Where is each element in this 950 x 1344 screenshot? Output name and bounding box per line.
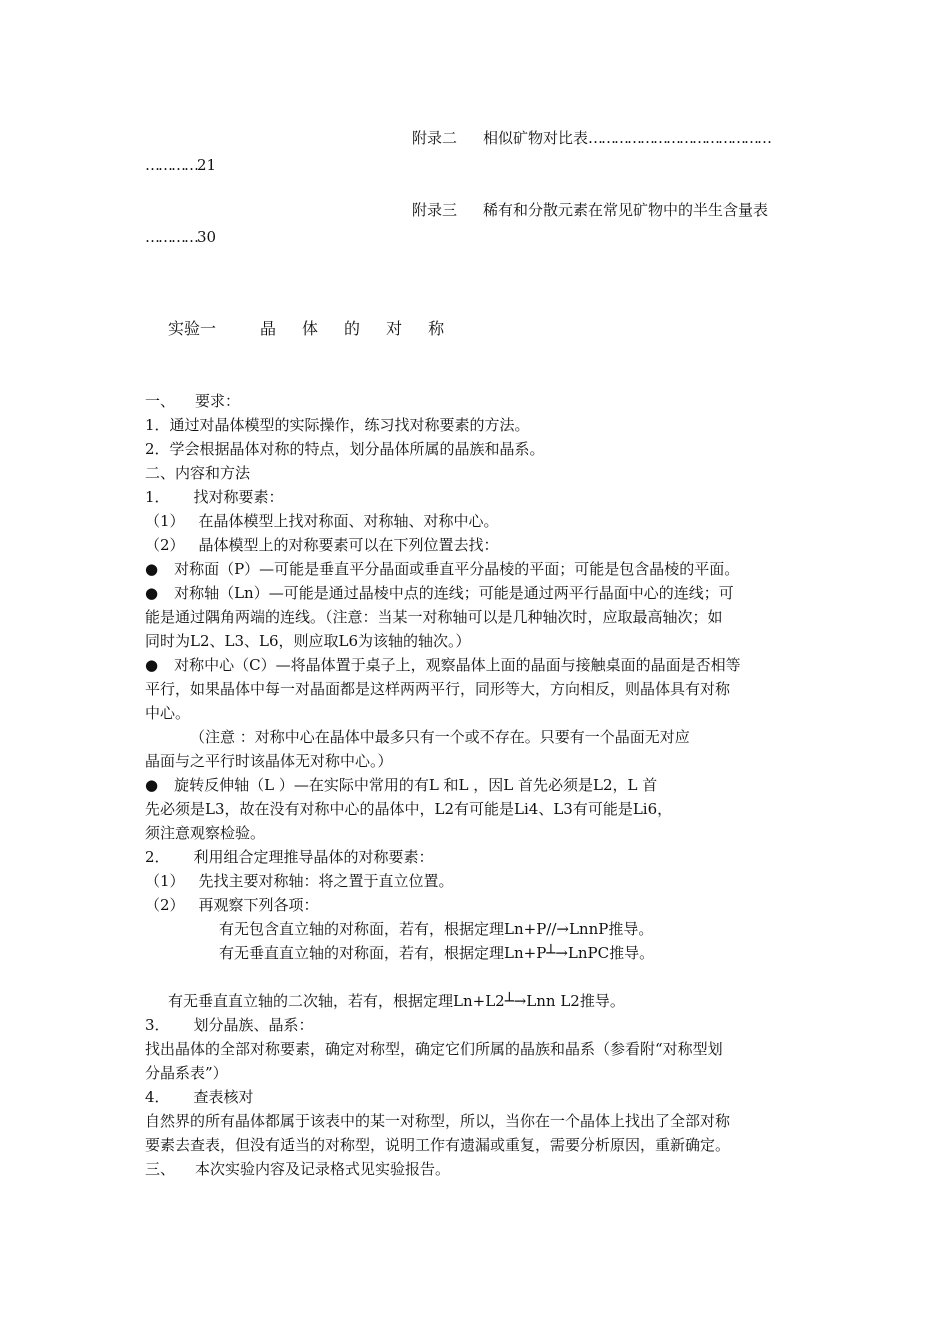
item-3-text-continuation: 分晶系表”） — [145, 1064, 228, 1082]
formula-line-3: 有无垂直直立轴的二次轴，若有，根据定理Ln+L2┴→Lnn L2推导。 — [168, 992, 625, 1010]
bullet-symmetry-center — [145, 654, 741, 676]
item-1-number: 1． — [145, 488, 170, 506]
item-4-text: 自然界的所有晶体都属于该表中的某一对称型，所以，当你在一个晶体上找出了全部对称 — [145, 1112, 731, 1130]
bullet-text-continuation: 能是通过隅角两端的连线。（注意：当某一对称轴可以是几种轴次时，应取最高轴次；如 — [145, 608, 723, 626]
bullet-symmetry-plane — [145, 558, 739, 580]
bullet-text-continuation: 先必须是L3，故在没有对称中心的晶体中，L2有可能是Li4、L3有可能是Li6， — [145, 800, 673, 818]
toc-appendix-3-label: 附录三 — [412, 201, 458, 219]
toc-appendix-3-cont-dots: ………… — [145, 228, 197, 246]
toc-appendix-3-continuation — [145, 226, 216, 248]
bullet-rotoinversion-axis — [145, 774, 657, 796]
bullet-text: 旋转反伸轴（L ）—在实际中常用的有L 和L ，因L 首先必须是L2，L 首 — [174, 776, 658, 794]
note-line-2: 晶面与之平行时该晶体无对称中心。） — [145, 752, 393, 770]
toc-appendix-2-page: 21 — [197, 156, 217, 174]
toc-appendix-2-title: 相似矿物对比表 — [483, 129, 589, 147]
item-1b — [145, 534, 499, 556]
formula-line-1: 有无包含直立轴的对称面，若有，根据定理Ln+P//→LnnP推导。 — [219, 920, 654, 938]
bullet-text: 对称面（P）—可能是垂直平分晶面或垂直平分晶棱的平面；可能是包含晶棱的平面。 — [174, 560, 740, 578]
item-4-heading — [145, 1086, 254, 1108]
toc-appendix-3-page: 30 — [197, 228, 217, 246]
toc-appendix-3-line — [412, 199, 768, 221]
item-4-number: 4． — [145, 1088, 170, 1106]
note-line-1: （注意 ：对称中心在晶体中最多只有一个或不存在。只要有一个晶面无对应 — [190, 728, 690, 746]
requirement-2: 2．学会根据晶体对称的特点，划分晶体所属的晶族和晶系。 — [145, 440, 545, 458]
bullet-symmetry-axis — [145, 582, 734, 604]
item-1b-text: 晶体模型上的对称要素可以在下列位置去找： — [198, 536, 499, 554]
toc-appendix-2-line — [412, 127, 770, 149]
section-2-heading: 二、内容和方法 — [145, 464, 251, 482]
item-4-title: 查表核对 — [193, 1088, 254, 1106]
item-3-heading — [145, 1014, 314, 1036]
section-1-title: 要求： — [195, 392, 241, 410]
formula-line-2: 有无垂直直立轴的对称面，若有，根据定理Ln+P┴→LnPC推导。 — [219, 944, 655, 962]
title-char: 晶 — [260, 319, 277, 338]
bullet-text-continuation: 平行，如果晶体中每一对晶面都是这样两两平行，同形等大，方向相反，则晶体具有对称 — [145, 680, 731, 698]
bullet-icon: ● — [145, 776, 159, 794]
item-2b-number: （2） — [145, 896, 185, 914]
section-3-heading — [145, 1158, 450, 1180]
toc-appendix-2-label: 附录二 — [412, 129, 458, 147]
toc-appendix-2-dots: …………………………………… — [588, 129, 771, 147]
toc-appendix-3-title: 稀有和分散元素在常见矿物中的半生含量表 — [483, 201, 769, 219]
item-1-title: 找对称要素： — [193, 488, 284, 506]
item-2-number: 2． — [145, 848, 170, 866]
title-char: 的 — [344, 319, 361, 338]
bullet-icon: ● — [145, 656, 159, 674]
bullet-text-continuation: 同时为L2、L3、L6，则应取L6为该轴的轴次。） — [145, 632, 471, 650]
item-1a-text: 在晶体模型上找对称面、对称轴、对称中心。 — [198, 512, 499, 530]
item-4-text-continuation: 要素去查表，但没有适当的对称型，说明工作有遗漏或重复，需要分析原因，重新确定。 — [145, 1136, 731, 1154]
item-1a-number: （1） — [145, 512, 185, 530]
requirement-1: 1．通过对晶体模型的实际操作，练习找对称要素的方法。 — [145, 416, 530, 434]
section-3-number: 三、 — [145, 1160, 176, 1178]
bullet-text-continuation: 中心。 — [145, 704, 191, 722]
item-2a-number: （1） — [145, 872, 185, 890]
item-2a-text: 先找主要对称轴：将之置于直立位置。 — [198, 872, 454, 890]
experiment-label: 实验一 — [168, 319, 217, 338]
bullet-text: 对称中心（C）—将晶体置于桌子上，观察晶体上面的晶面与接触桌面的晶面是否相等 — [174, 656, 741, 674]
experiment-title — [168, 318, 444, 340]
toc-appendix-2-continuation — [145, 154, 216, 176]
item-2b-text: 再观察下列各项： — [198, 896, 319, 914]
item-3-number: 3． — [145, 1016, 170, 1034]
bullet-text: 对称轴（Ln）—可能是通过晶棱中点的连线；可能是通过两平行晶面中心的连线；可 — [174, 584, 734, 602]
item-2a — [145, 870, 454, 892]
section-3-title: 本次实验内容及记录格式见实验报告。 — [195, 1160, 451, 1178]
bullet-icon: ● — [145, 560, 159, 578]
item-3-text: 找出晶体的全部对称要素，确定对称型，确定它们所属的晶族和晶系（参看附“对称型划 — [145, 1040, 723, 1058]
item-1-heading — [145, 486, 284, 508]
item-2b — [145, 894, 319, 916]
section-1-heading — [145, 390, 240, 412]
item-2-title: 利用组合定理推导晶体的对称要素： — [193, 848, 434, 866]
bullet-icon: ● — [145, 584, 159, 602]
title-char: 对 — [386, 319, 403, 338]
item-1b-number: （2） — [145, 536, 185, 554]
item-1a — [145, 510, 499, 532]
toc-appendix-2-cont-dots: ………… — [145, 156, 197, 174]
item-3-title: 划分晶族、晶系： — [193, 1016, 314, 1034]
section-1-number: 一、 — [145, 392, 176, 410]
title-char: 称 — [428, 319, 445, 338]
item-2-heading — [145, 846, 434, 868]
title-char: 体 — [302, 319, 319, 338]
bullet-text-continuation: 须注意观察检验。 — [145, 824, 266, 842]
